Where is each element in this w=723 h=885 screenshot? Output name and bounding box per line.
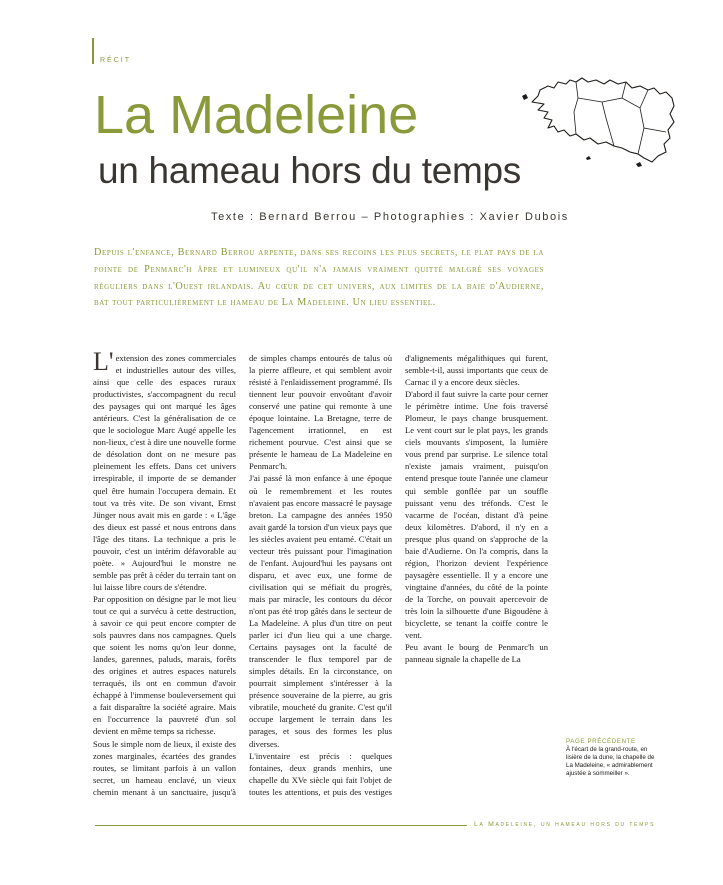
article-title: La Madeleine — [94, 85, 419, 145]
lede: Depuis l'enfance, Bernard Berrou arpente, dans ses recoins les plus secrets, le plat pays de la pointe de Penmarc'h âpre et lumineux qu'il n'a jamais vraiment quitté malgré ses voyages réguliers dans l'Ouest irlandais. Au cœur de cet univers, aux limites de la baie d'Audierne, bat tout particulièrement le hameau de La Madeleine. Un lieu essentiel. — [94, 247, 544, 309]
photo-caption — [566, 738, 656, 778]
footer-rule — [95, 825, 467, 826]
brittany-map — [518, 68, 678, 168]
paragraph: D'abord il faut suivre la carte pour cerner le périmètre intime. Une fois traversé Plomeur, le pays change brusquement. Le vent court sur le plat pays, les grands ciels mouvants s'imposent, la lumière vous prend par surprise. Le silence total n'existe jamais vraiment, puisqu'on entend presque toute l'année une clameur qui semble gonflée par un souffle puissant venu des tréfonds. C'est le vacarme de l'océan, distant d'à peine deux kilomètres. D'abord, il n'y en a presque plus quand on s'approche de la baie d'Audierne. On l'a compris, dans la région, l'horizon devient l'expérience paysagère essentielle. Il y a encore une vingtaine d'années, du côté de la pointe de la Torche, on pouvait apercevoir de très loin la silhouette d'une Bigoudène à bicyclette, se tenant la coiffe contre le vent. — [405, 389, 548, 641]
body-text — [93, 347, 548, 807]
department-borders — [574, 82, 666, 154]
paragraph: L'extension des zones commerciales et industrielles autour des villes, ainsi que celle des espaces ruraux productivistes, s'accompagnent du recul des paysages qui ont marqué les âges antérieurs. C'est la généralisation de ce que le sociologue Marc Augé appelle les non-lieux, c'est à dire une nouvelle forme de désolation dont on ne mesure pas pleinement les effets. Dans cet univers irrespirable, il importe de se demander quel être humain l'occupera demain. Et tout va très vite. De son vivant, Ernst Jünger nous avait mis en garde : « L'âge des dieux est passé et nous entrons dans l'âge des titans. La technique a pris le pouvoir, c'est un intérim défavorable au poète. » Aujourd'hui le monstre ne semble pas prêt à céder du terrain tant on lui laisse libre cours de s'étendre. — [93, 347, 236, 592]
paragraph: J'ai passé là mon enfance à une époque où le remembrement et les routes n'avaient pas encore massacré le paysage breton. La campagne des années 1950 avait gardé la torsion d'un vieux pays que les siècles avaient peu entamé. C'était un vecteur très puissant pour l'imagination de l'enfant. Aujourd'hui les paysans ont disparu, et avec eux, une forme de civilisation qui se méfiait du progrès, mais par miracle, les contours du décor n'ont pas été trop gâtés dans le secteur de La Madeleine. A plus d'un titre on peut parler ici d'un lieu qui a une charge. Certains paysages ont la faculté de transcender le flux temporel par de simples détails. En la circonstance, on pourrait simplement s'intéresser à la présence souveraine de la pierre, au gris vibratile, moucheté du granite. C'est qu'il occupe largement le terrain dans les parages, et sous des formes les plus diverses. — [249, 473, 392, 749]
paragraph: Sous le simple nom de lieux, il existe des zones marginales, écartées des grandes routes, se limitant parfois à un vallon secret, un hameau enclavé, un vieux chemin menant à un sanctuaire, jusqu'à de simples champs entourés de talus où la pierre affleure, et qui semblent avoir résisté à l'enlaidissement programmé. Ils tiennent leur pouvoir envoûtant d'avoir conservé une patine qui remonte à une époque lointaine. La Bretagne, terre de l'agencement irrationnel, en est richement pourvue. C'est ainsi que se présente le hameau de La Madeleine en Penmarc'h. — [93, 353, 392, 797]
paragraph: Par opposition on désigne par le mot lieu tout ce qui a survécu à cette destruction, à savoir ce qui peut encore compter de sols pauvres dans nos campagnes. Quels que soient les noms qu'on leur donne, landes, garennes, paluds, marais, forêts des origines et autres espaces naturels terraqués, ils ont en commun d'avoir échappé à l'immense bouleversement qui a fait disparaître la société agraire. Mais en l'occurrence la pauvreté d'un sol devient en même temps sa richesse. — [93, 593, 236, 737]
island-3 — [586, 156, 591, 160]
section-rule — [92, 38, 94, 64]
credits: Texte : Bernard Berrou – Photographies : Xavier Dubois — [211, 211, 569, 223]
section-label: RÉCIT — [100, 57, 131, 64]
caption-heading: PAGE PRÉCÉDENTE — [566, 738, 636, 745]
island-2 — [636, 162, 642, 167]
running-title: La Madeleine, un hameau hors du temps — [474, 821, 656, 828]
caption-text: À l'écart de la grand-route, en lisière de la dune, la chapelle de La Madeleine, « admirablement ajustée à sommeiller ». — [566, 746, 655, 777]
island-1 — [522, 94, 528, 100]
article-subtitle: un hameau hors du temps — [98, 150, 521, 191]
brittany-outline — [532, 78, 674, 162]
paragraph: L'inventaire est précis : quelques fontaines, deux grands menhirs, une chapelle du XVe siècle qui fait l'objet de toutes les attentions, et puis des vestiges d'alignements mégalithiques qui furent, semble-t-il, aussi importants que ceux de Carnac il y a encore deux siècles. — [249, 353, 548, 797]
paragraph: Peu avant le bourg de Penmarc'h un panneau signale la chapelle de La — [405, 642, 548, 665]
